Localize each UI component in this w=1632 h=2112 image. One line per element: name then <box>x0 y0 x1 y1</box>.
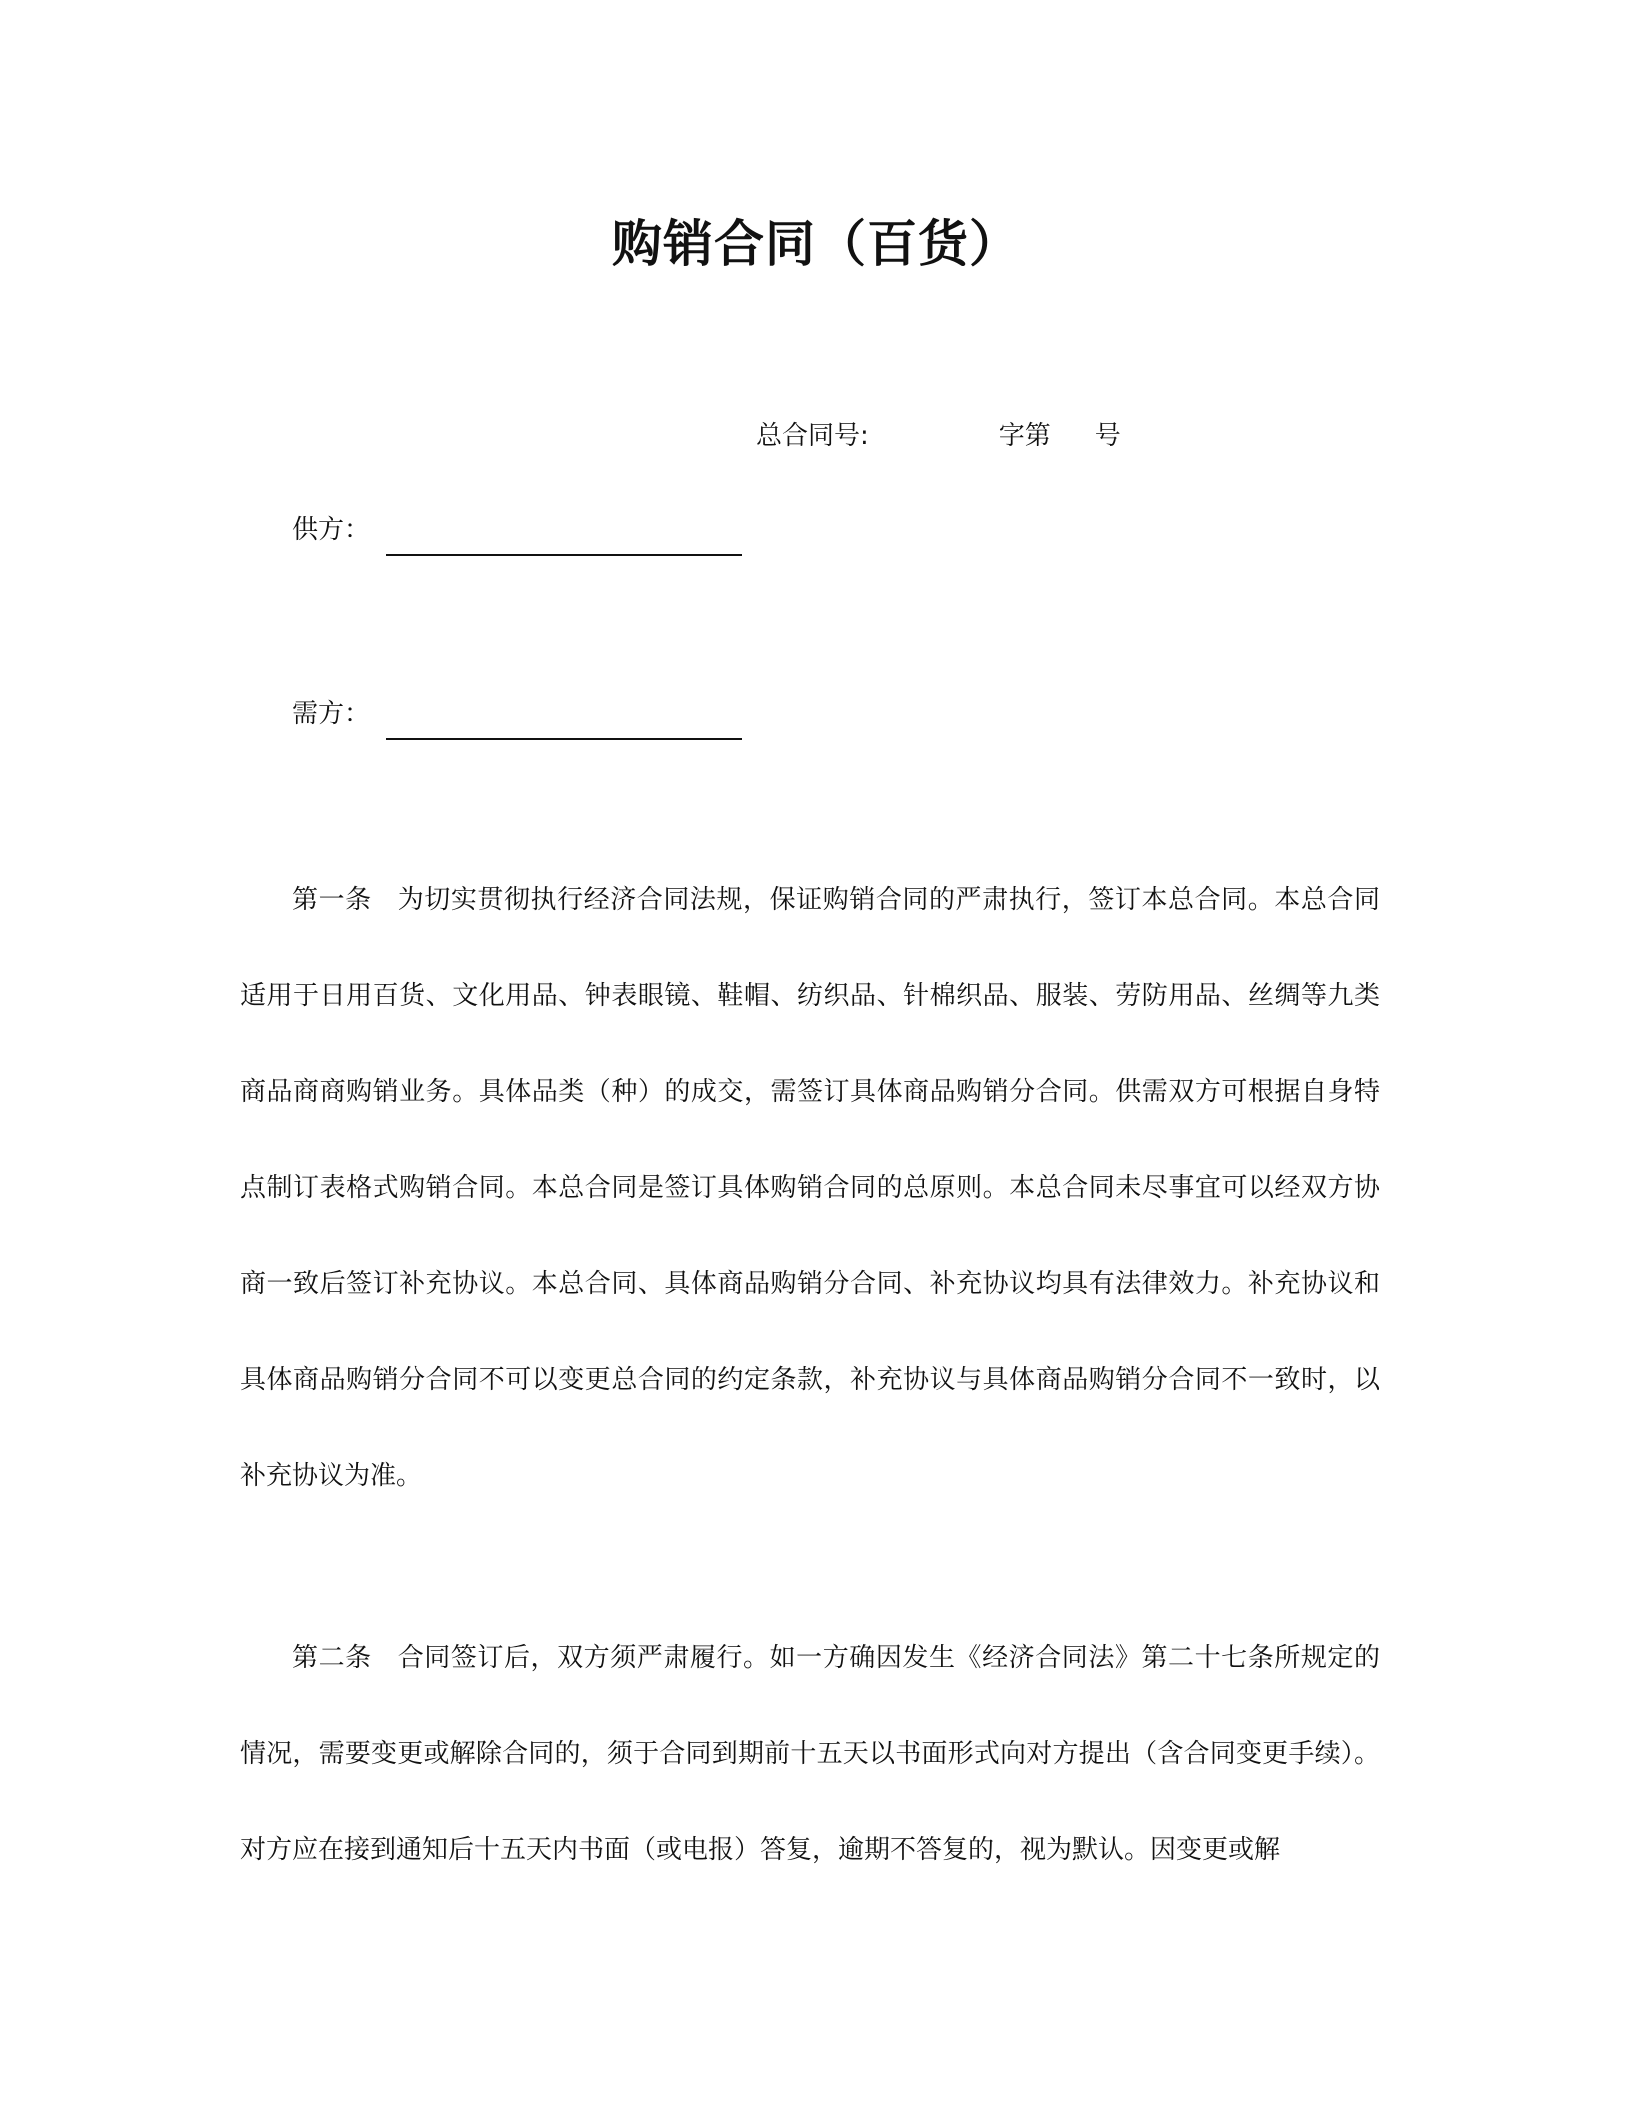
document-title: 购销合同（百货） <box>612 215 1020 273</box>
contract-number-line <box>756 416 1121 456</box>
contract-number-end: 号 <box>1094 421 1121 451</box>
article-2 <box>240 1610 1380 1898</box>
article-2-text: 合同签订后，双方须严肃履行。如一方确因发生《经济合同法》第二十七条所规定的情况，需要变更或解除合同的，须于合同到期前十五天以书面形式向对方提出（含合同变更手续）。对方应在接到通知后十五天内书面（或电报）答复，逾期不答复的，视为默认。因变更或解 <box>240 1643 1380 1865</box>
buyer-label: 需方： <box>292 699 371 729</box>
contract-number-label: 总合同号: <box>756 421 869 451</box>
contract-number-mid: 字第 <box>998 421 1051 451</box>
article-1 <box>240 852 1380 1524</box>
supplier-party <box>292 510 370 550</box>
buyer-blank-line <box>386 724 742 740</box>
supplier-blank-line <box>386 540 742 556</box>
supplier-label: 供方： <box>292 515 371 545</box>
article-1-heading: 第一条 <box>292 885 372 915</box>
buyer-party <box>292 694 370 734</box>
article-1-text: 为切实贯彻执行经济合同法规，保证购销合同的严肃执行，签订本总合同。本总合同适用于日用百货、文化用品、钟表眼镜、鞋帽、纺织品、针棉织品、服装、劳防用品、丝绸等九类商品商商购销业务。具体品类（种）的成交，需签订具体商品购销分合同。供需双方可根据自身特点制订表格式购销合同。本总合同是签订具体购销合同的总原则。本总合同未尽事宜可以经双方协商一致后签订补充协议。本总合同、具体商品购销分合同、补充协议均具有法律效力。补充协议和具体商品购销分合同不可以变更总合同的约定条款，补充协议与具体商品购销分合同不一致时，以补充协议为准。 <box>240 885 1380 1491</box>
article-2-heading: 第二条 <box>292 1643 372 1673</box>
